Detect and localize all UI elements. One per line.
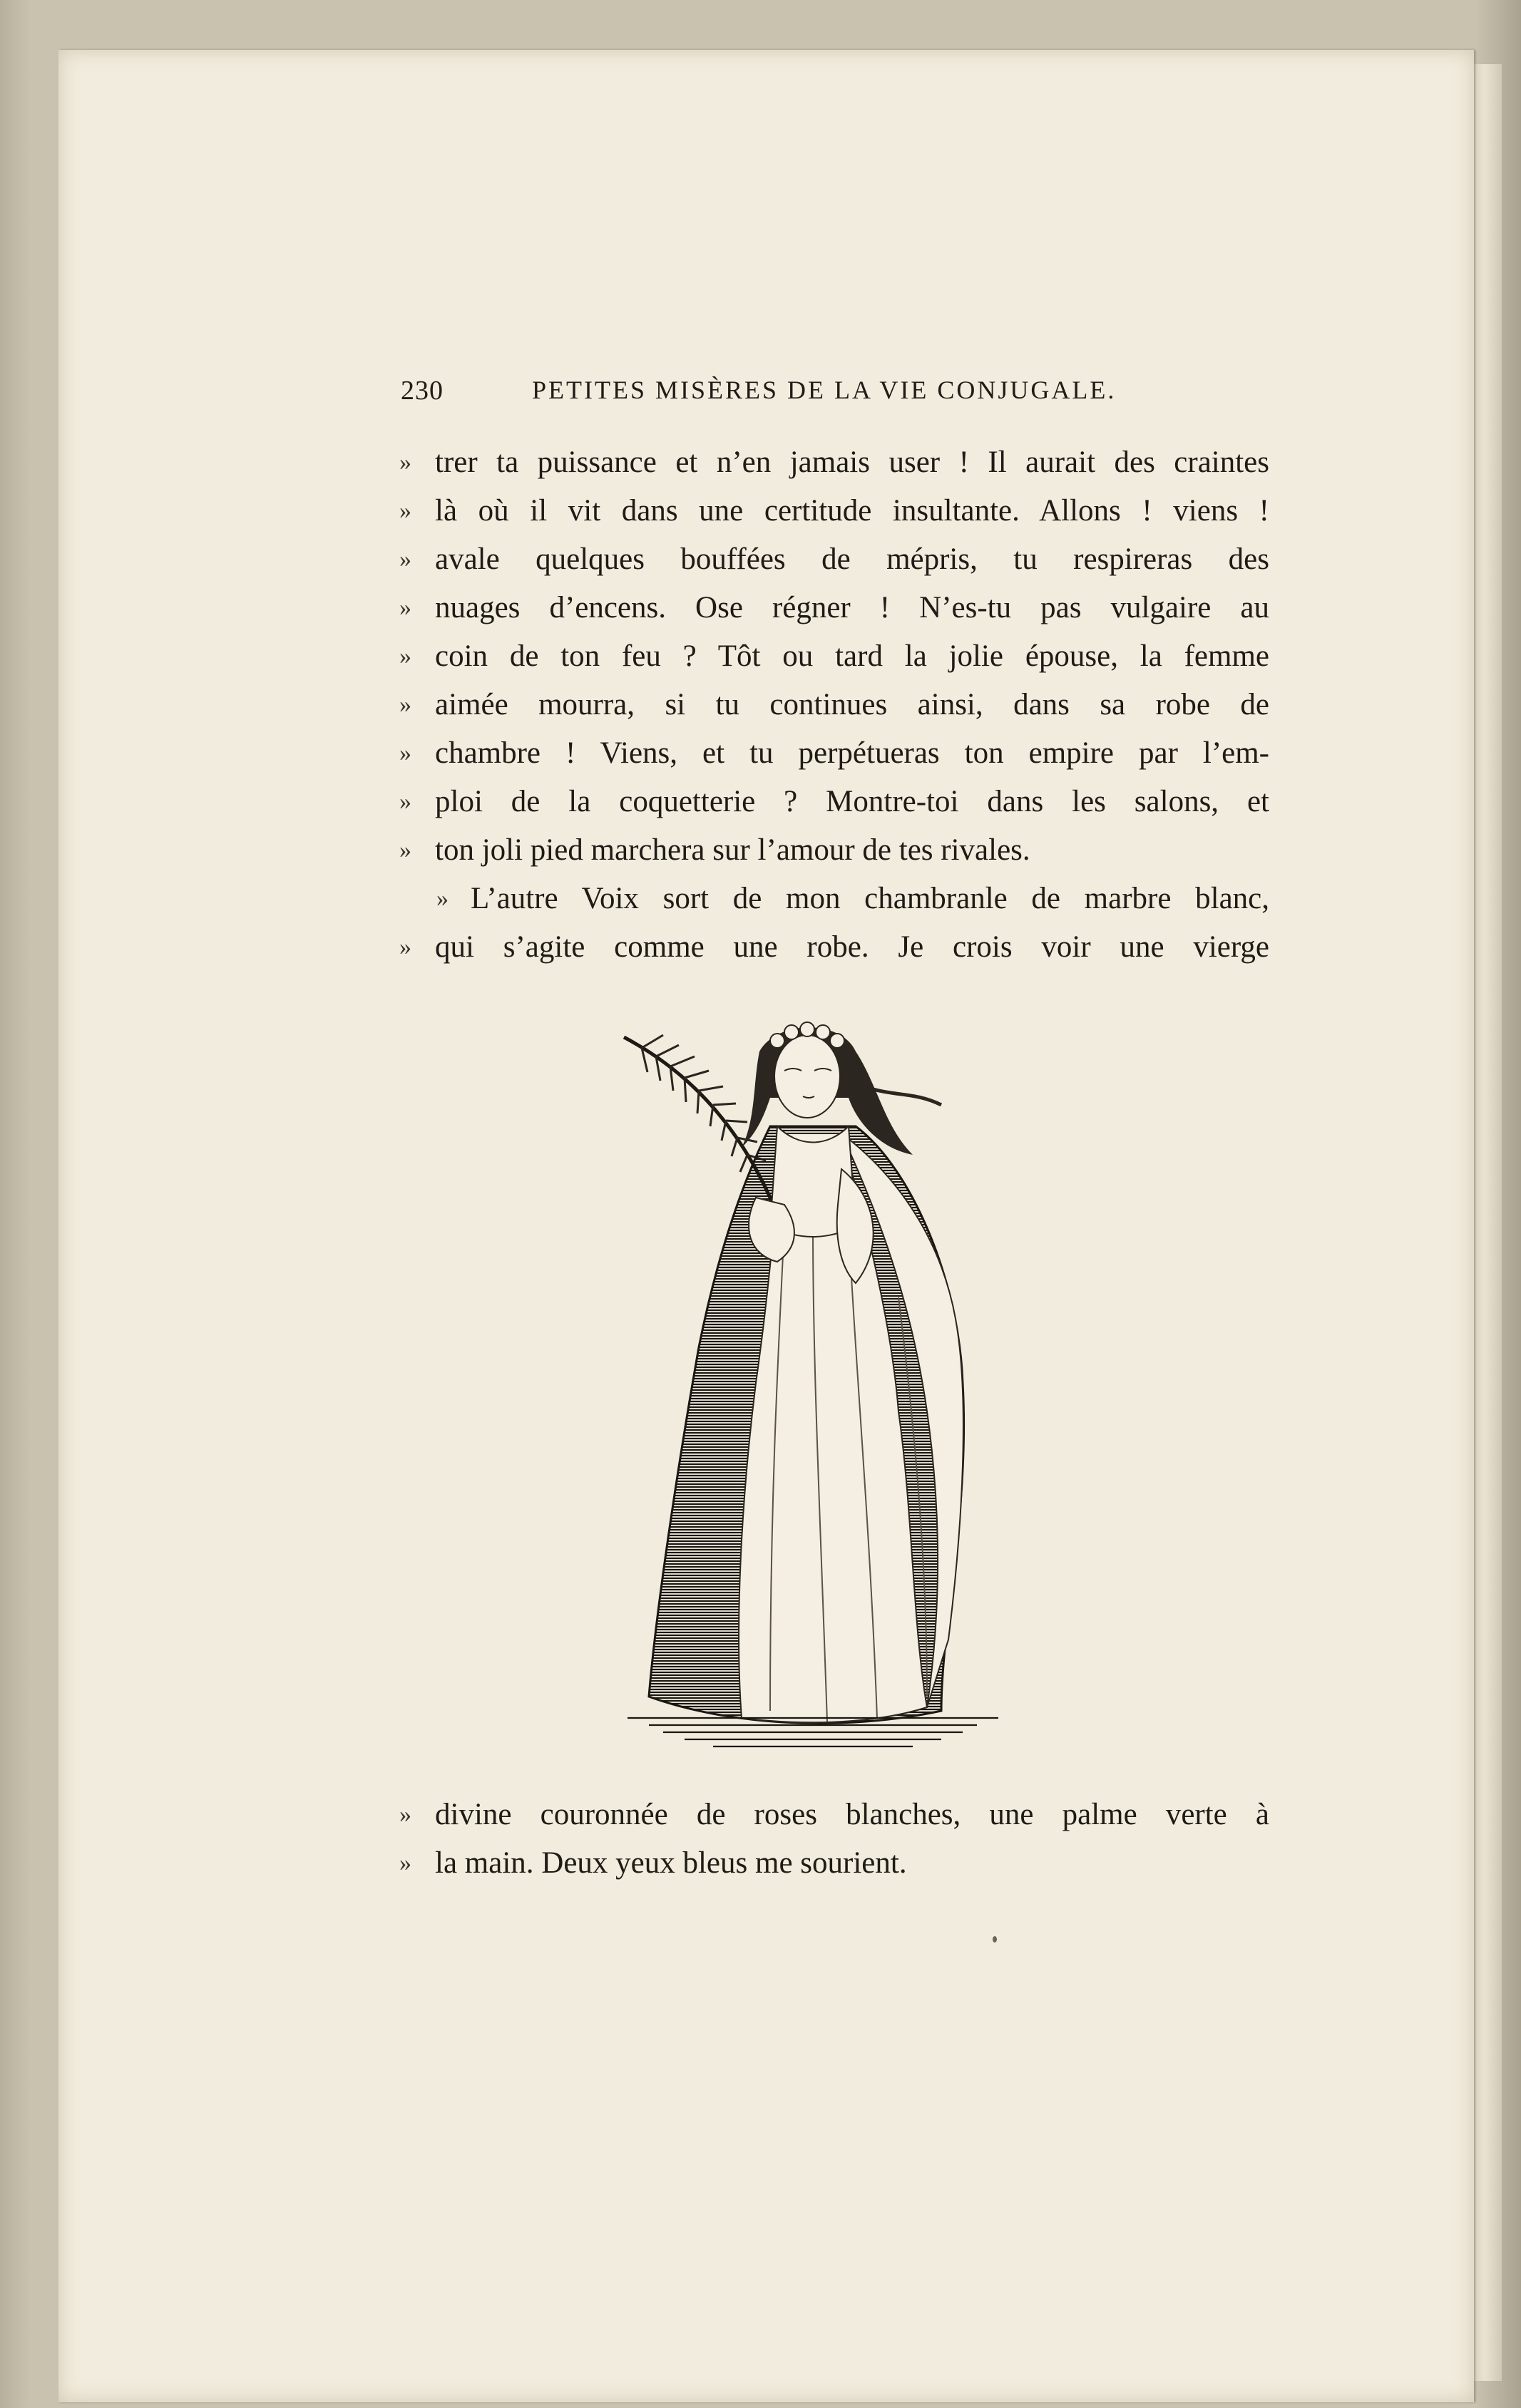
page-edge (1473, 64, 1502, 2381)
line-text: coin de ton feu ? Tôt ou tard la jolie épouse, la femme (435, 639, 1269, 673)
line-text: avale quelques bouffées de mépris, tu respireras des (435, 542, 1269, 576)
quote-mark: » (399, 740, 411, 766)
quote-mark: » (399, 498, 411, 524)
quote-mark: » (399, 837, 411, 863)
text-line (399, 729, 1269, 778)
text-line (399, 438, 1269, 487)
text-line (399, 632, 1269, 681)
line-text: aimée mourra, si tu continues ainsi, dans sa robe de (435, 688, 1269, 721)
line-text: L’autre Voix sort de mon chambranle de marbre blanc, (471, 882, 1269, 915)
quote-mark: » (399, 595, 411, 621)
text-line (399, 535, 1269, 584)
quote-mark: » (399, 934, 411, 960)
line-text: qui s’agite comme une robe. Je crois voir une vierge (435, 930, 1269, 964)
page-number: 230 (401, 376, 444, 406)
quote-mark: » (399, 691, 411, 718)
text-line (399, 1791, 1269, 1839)
quote-mark: » (399, 1801, 411, 1828)
quote-mark: » (399, 643, 411, 669)
text-line (399, 778, 1269, 826)
running-title: PETITES MISÈRES DE LA VIE CONJUGALE. (532, 376, 1117, 404)
text-line (399, 826, 1269, 875)
line-text: la main. Deux yeux bleus me sourient. (435, 1846, 907, 1880)
text-line (399, 923, 1269, 972)
quote-mark: » (436, 885, 449, 912)
text-line (399, 681, 1269, 729)
line-text: trer ta puissance et n’en jamais user ! Il aurait des craintes (435, 446, 1269, 479)
line-text: là où il vit dans une certitude insultante. Allons ! viens ! (435, 494, 1269, 528)
text-line (399, 1839, 1269, 1888)
text-line (399, 875, 1269, 923)
line-text: ton joli pied marchera sur l’amour de tes rivales. (435, 833, 1030, 867)
line-text: ploi de la coquetterie ? Montre-toi dans les salons, et (435, 785, 1269, 818)
line-text: divine couronnée de roses blanches, une palme verte à (435, 1798, 1269, 1831)
text-line (399, 487, 1269, 535)
text-block-top (399, 438, 1269, 972)
ink-speck (993, 1936, 997, 1943)
line-text: nuages d’encens. Ose régner ! N’es-tu pas vulgaire au (435, 591, 1269, 624)
page-header (401, 375, 1130, 418)
text-line (399, 584, 1269, 632)
quote-mark: » (399, 546, 411, 572)
quote-mark: » (399, 788, 411, 815)
quote-mark: » (399, 449, 411, 475)
virgin-with-palm-illustration (542, 1012, 1112, 1768)
line-text: chambre ! Viens, et tu perpétueras ton empire par l’em- (435, 736, 1269, 770)
quote-mark: » (399, 1850, 411, 1876)
text-block-bottom (399, 1791, 1269, 1888)
